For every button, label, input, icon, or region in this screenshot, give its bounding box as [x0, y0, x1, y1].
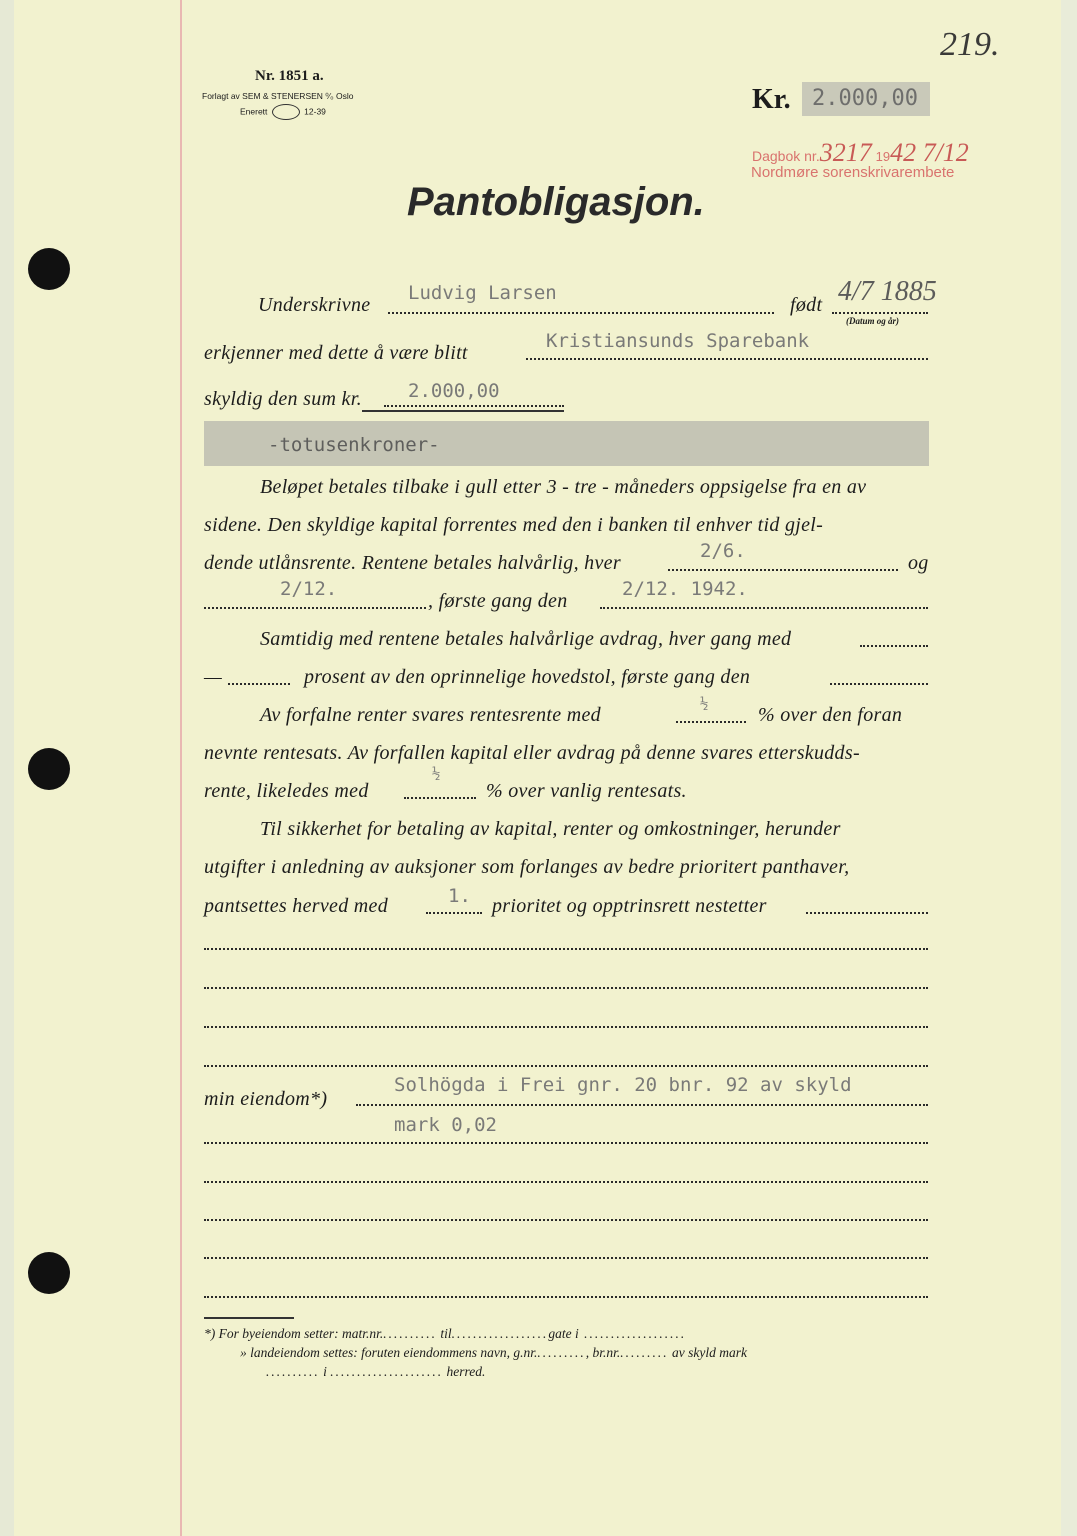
p3-line-2: nevnte rentesats. Av forfallen kapital eller avdrag på denne svares etterskudds- — [204, 742, 860, 764]
blank-line-2 — [204, 987, 928, 989]
termin-value: 2/12. — [280, 578, 338, 600]
eiendom-label: min eiendom*) — [204, 1088, 328, 1110]
skyldig-label: skyldig den sum kr. — [204, 388, 362, 410]
footnote-3a: i — [323, 1364, 327, 1379]
forste-gang-label: , første gang den — [428, 590, 568, 612]
underskrivne-value: Ludvig Larsen — [408, 282, 557, 304]
p2-line-2: prosent av den oprinnelige hovedstol, første gang den — [304, 666, 751, 688]
blank-line-3 — [204, 1026, 928, 1028]
footnote-3b: herred. — [446, 1364, 486, 1379]
footnote-star: *) — [204, 1326, 216, 1341]
datum-hint: (Datum og år) — [846, 316, 900, 326]
stamp-year-label: 19 — [875, 149, 891, 164]
rentesrente-value: ½ — [700, 696, 709, 712]
page-number: 219. — [940, 26, 1000, 63]
eiendom-line-1 — [356, 1104, 928, 1106]
punch-hole-top — [28, 248, 70, 290]
blank-line-1 — [204, 948, 928, 950]
eiendom-line-2 — [204, 1142, 928, 1144]
form-number: Nr. 1851 a. — [255, 68, 324, 84]
stamp-dagbok-label: Dagbok nr. — [752, 148, 820, 164]
amount-words: -totusenkroner- — [268, 434, 440, 456]
footnote-2b: , br.nr. — [585, 1345, 621, 1360]
publisher-logo-icon — [272, 104, 300, 120]
footnote-line-1: *) For byeiendom setter: matr.nr........... til..................gate i ................... — [204, 1326, 687, 1341]
og-label: og — [908, 552, 929, 574]
footnote-line-2: » landeiendom settes: foruten eiendommens navn, g.nr.........., br.nr.......... av skyld mark — [240, 1345, 747, 1360]
blank-line-4 — [204, 1065, 928, 1067]
amount-value: 2.000,00 — [812, 86, 918, 111]
publisher-line-1: Forlagt av SEM & STENERSEN ⁰⁄₀ Oslo — [202, 91, 354, 101]
skyldig-value: 2.000,00 — [408, 380, 500, 402]
punch-hole-middle — [28, 748, 70, 790]
stamp-office: Nordmøre sorenskrivarembete — [751, 164, 955, 181]
stamp-dagbok-number: 3217 — [819, 138, 872, 167]
footnote-1c: gate i — [548, 1326, 579, 1341]
eiendom-line-5 — [204, 1257, 928, 1259]
eiendom-line-4 — [204, 1219, 928, 1221]
scan-edge-left — [0, 0, 14, 1536]
p2-dash: — — [204, 666, 223, 688]
prioritet-value: 1. — [448, 885, 471, 907]
etterskudd-value: ½ — [432, 766, 441, 782]
footnote-mark: » — [240, 1345, 247, 1360]
p1-line-3: dende utlånsrente. Rentene betales halvårlig, hver — [204, 552, 621, 574]
hver-value: 2/6. — [700, 540, 746, 562]
eiendom-value-1: Solhögda i Frei gnr. 20 bnr. 92 av skyld — [394, 1074, 852, 1096]
etterskudd-line — [404, 797, 476, 799]
footnote-1b: til — [440, 1326, 452, 1341]
termin-line — [204, 607, 426, 609]
erkjenner-line — [526, 358, 928, 360]
scan-edge-right — [1061, 0, 1077, 1536]
fodt-value: 4/7 1885 — [838, 276, 937, 307]
p2-line-1: Samtidig med rentene betales halvårlige avdrag, hver gang med — [260, 628, 792, 650]
punch-hole-bottom — [28, 1252, 70, 1294]
p1-line-1: Beløpet betales tilbake i gull etter 3 - tre - måneders oppsigelse fra en av — [260, 476, 867, 498]
eiendom-value-2: mark 0,02 — [394, 1114, 497, 1136]
nestetter-line — [806, 912, 928, 914]
fodt-label: født — [790, 294, 823, 316]
p1-line-2: sidene. Den skyldige kapital forrentes med den i banken til enhver tid gjel- — [204, 514, 824, 536]
document-title: Pantobligasjon. — [407, 180, 705, 224]
eiendom-line-6 — [204, 1296, 928, 1298]
prosent-line — [228, 683, 290, 685]
rentesrente-line — [676, 721, 746, 723]
eiendom-line-3 — [204, 1181, 928, 1183]
forste-gang-value: 2/12. 1942. — [622, 578, 748, 600]
footnote-1a: For byeiendom setter: matr.nr. — [218, 1326, 384, 1341]
p3-line-1: Av forfalne renter svares rentesrente med — [260, 704, 601, 726]
stamp-date: 42 7/12 — [890, 138, 969, 167]
publisher-rights: Enerett — [240, 106, 268, 117]
hver-line — [668, 569, 898, 571]
erkjenner-label: erkjenner med dette å være blitt — [204, 342, 468, 364]
forste-avdrag-line — [830, 683, 928, 685]
p3-line-1-end: % over den foran — [758, 704, 903, 726]
footnote-2a: landeiendom settes: foruten eiendommens navn, g.nr. — [250, 1345, 538, 1360]
footnote-line-3: .......... i ..................... herred. — [266, 1364, 486, 1379]
footnote-2c: av skyld mark — [671, 1345, 747, 1360]
p3-line-3-end: % over vanlig rentesats. — [486, 780, 687, 802]
fodt-line — [832, 312, 928, 314]
p4-line-2: utgifter i anledning av auksjoner som forlanges av bedre prioritert panthaver, — [204, 856, 850, 878]
underskrivne-label: Underskrivne — [258, 294, 371, 316]
p3-line-3: rente, likeledes med — [204, 780, 369, 802]
publisher-line-2 — [240, 104, 326, 120]
p4-line-3-end: prioritet og opptrinsrett nestetter — [492, 895, 767, 917]
amount-label: Kr. — [752, 84, 791, 115]
p4-line-1: Til sikkerhet for betaling av kapital, renter og omkostninger, herunder — [260, 818, 841, 840]
avdrag-line — [860, 645, 928, 647]
p4-line-3: pantsettes herved med — [204, 895, 389, 917]
skyldig-line — [384, 405, 564, 407]
publisher-code: 12-39 — [304, 106, 326, 117]
underskrivne-line — [388, 312, 774, 314]
skyldig-underline — [362, 410, 564, 412]
prioritet-line — [426, 912, 482, 914]
erkjenner-value: Kristiansunds Sparebank — [546, 330, 810, 352]
forste-gang-line — [600, 607, 928, 609]
footnote-rule — [204, 1317, 294, 1319]
margin-rule — [180, 0, 182, 1536]
